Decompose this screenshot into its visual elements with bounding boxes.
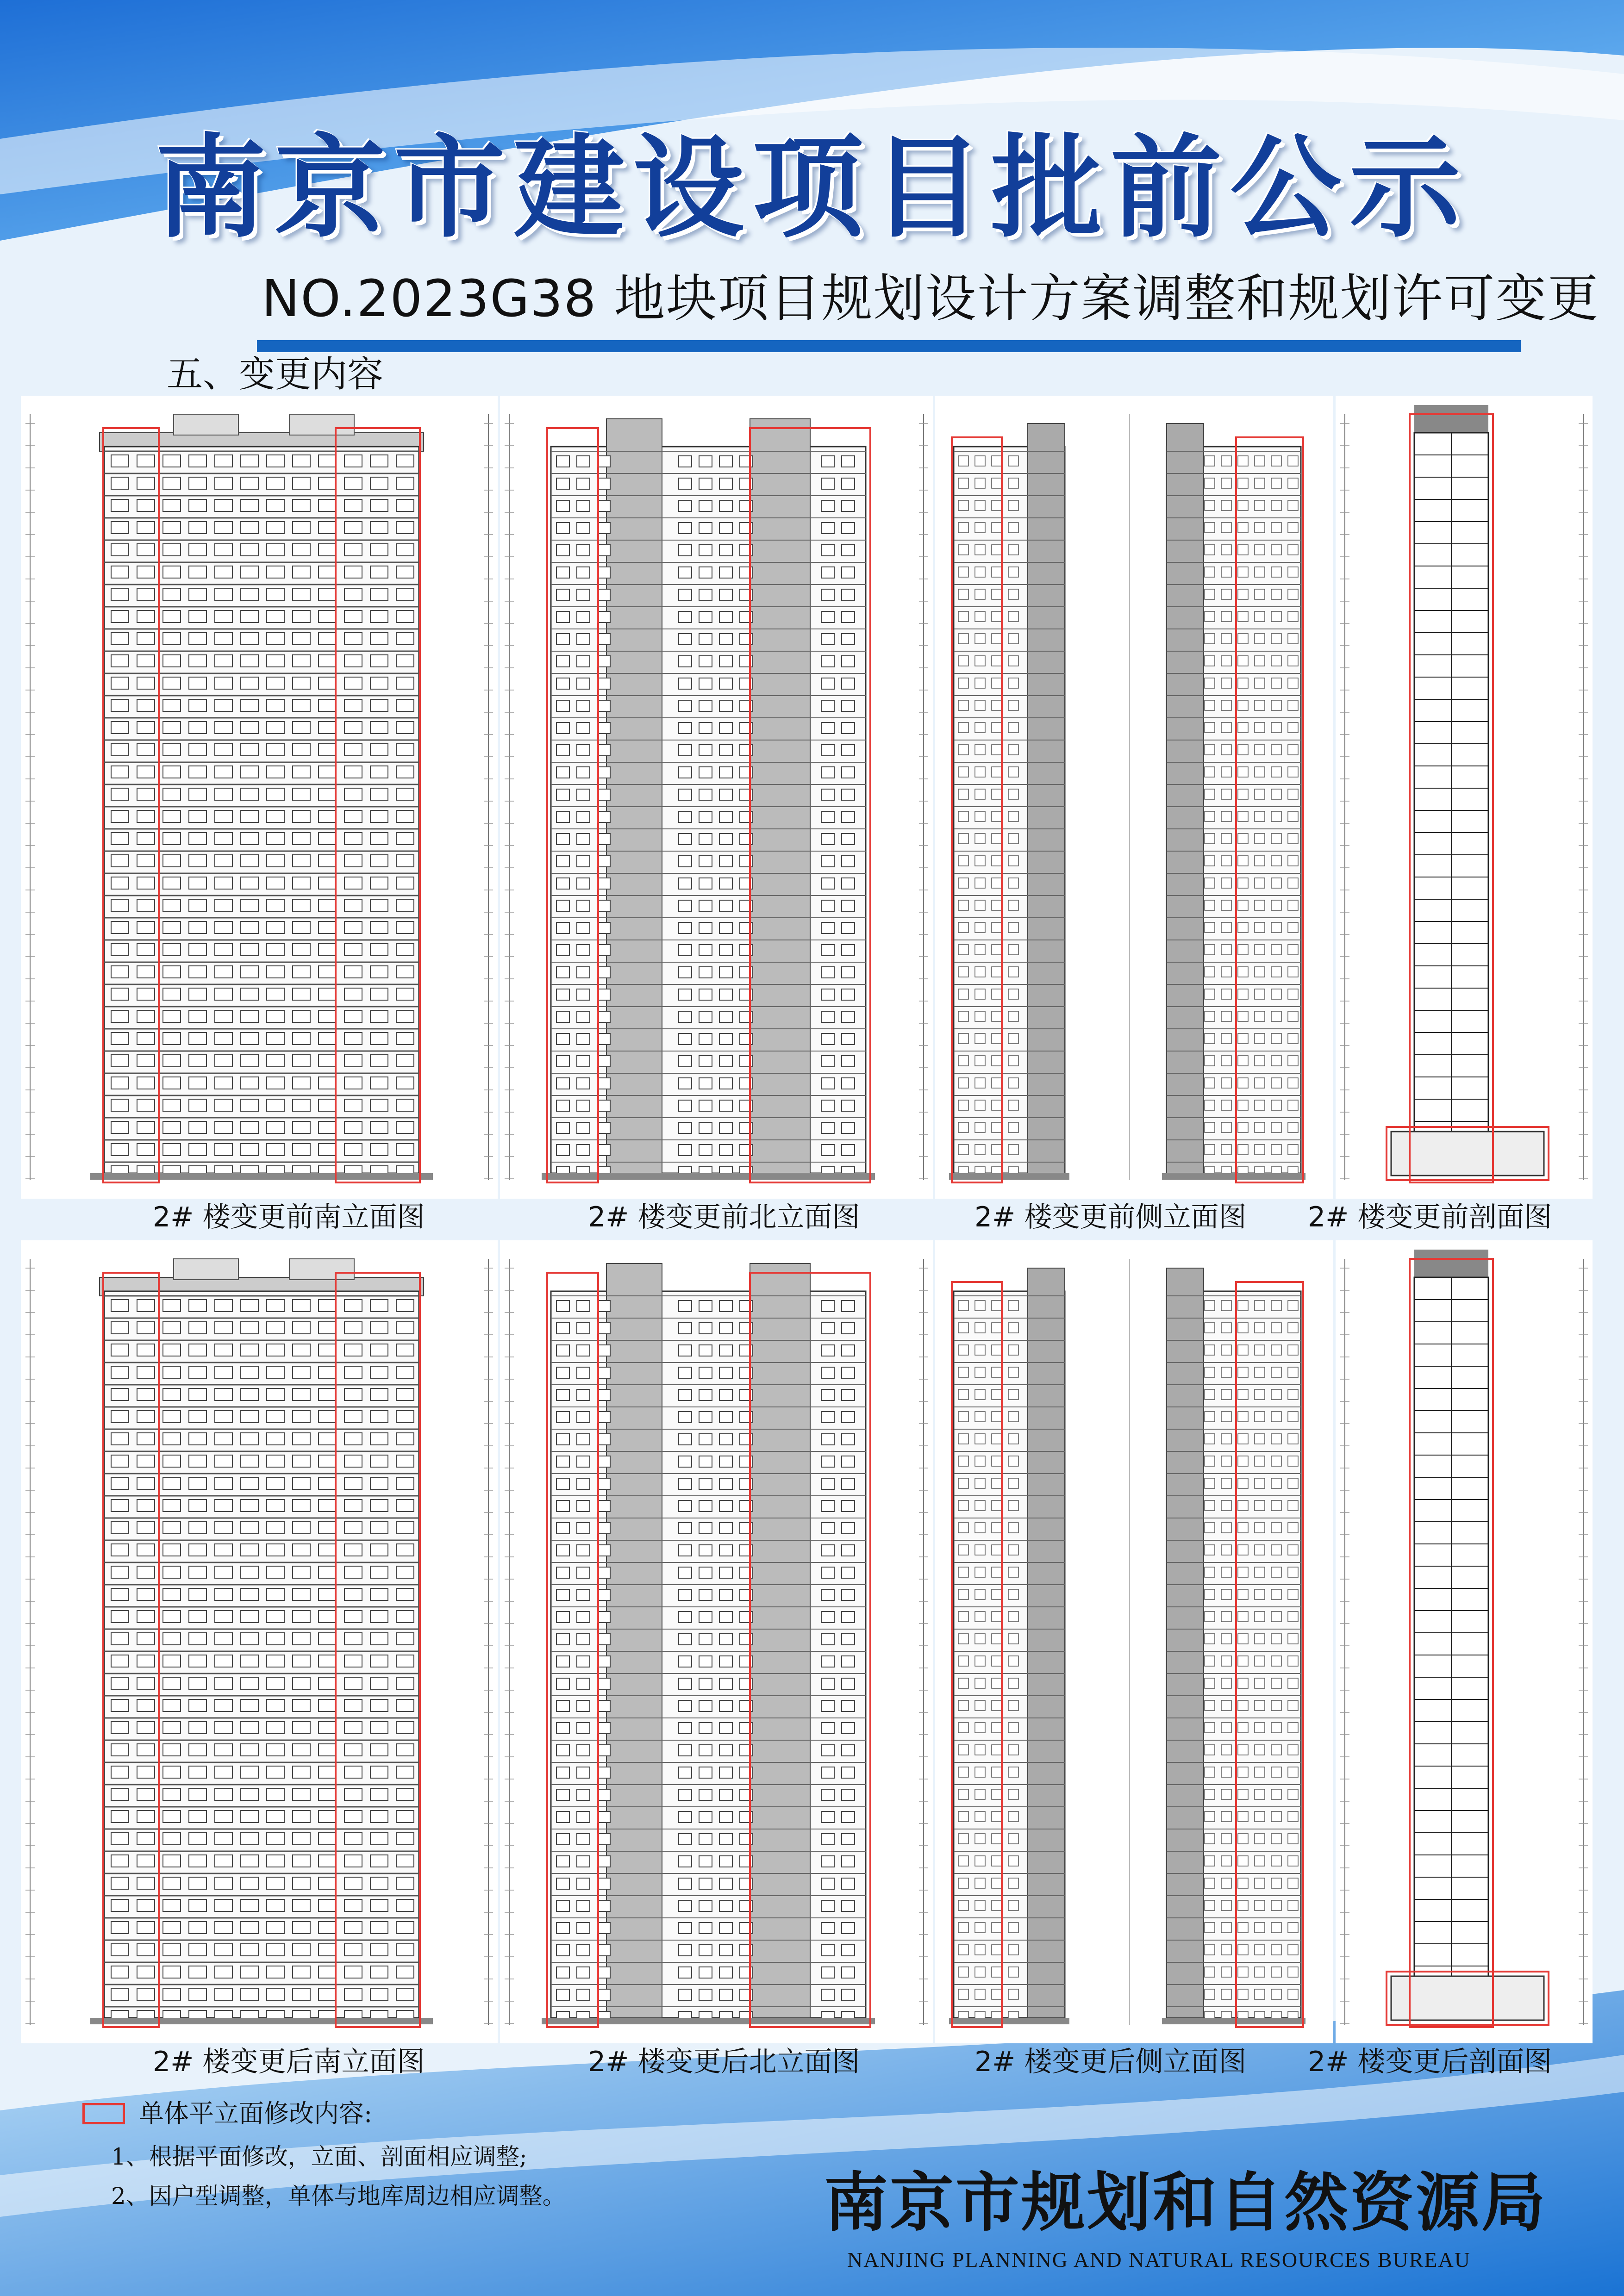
caption-north-before: 2# 楼变更前北立面图: [588, 1201, 860, 1233]
legend-title: 单体平立面修改内容:: [139, 2099, 373, 2128]
drawing-panel-section-after: [1336, 1240, 1593, 2043]
north-elevation-drawing: [500, 396, 933, 1199]
legend-note-1: 1、根据平面修改，立面、剖面相应调整;: [111, 2143, 527, 2170]
drawing-panel-section-before: [1336, 396, 1593, 1199]
caption-side-before: 2# 楼变更前侧立面图: [974, 1201, 1247, 1233]
subtitle-underline: [257, 340, 1521, 352]
drawing-panel-north-after: [500, 1240, 933, 2043]
caption-south-before: 2# 楼变更前南立面图: [153, 1201, 425, 1233]
drawing-panel-north-before: [500, 396, 933, 1199]
caption-north-after: 2# 楼变更后北立面图: [588, 2046, 860, 2078]
drawing-panel-south-before: [21, 396, 498, 1199]
caption-section-after: 2# 楼变更后剖面图: [1308, 2046, 1552, 2078]
caption-south-after: 2# 楼变更后南立面图: [153, 2046, 425, 2078]
side-elevation-drawing: [935, 396, 1333, 1199]
bureau-name-english: NANJING PLANNING AND NATURAL RESOURCES BUREAU: [847, 2248, 1471, 2271]
caption-section-before: 2# 楼变更前剖面图: [1308, 1201, 1552, 1233]
side-elevation-drawing: [935, 1240, 1333, 2043]
page-subtitle: NO.2023G38 地块项目规划设计方案调整和规划许可变更: [262, 269, 1599, 328]
north-elevation-drawing: [500, 1240, 933, 2043]
page-title: 南京市建设项目批前公示: [155, 122, 1469, 253]
legend-red-box: [82, 2103, 125, 2124]
drawing-panel-side-before: [935, 396, 1333, 1199]
drawing-panel-south-after: [21, 1240, 498, 2043]
bureau-name: 南京市规划和自然资源局: [824, 2165, 1548, 2240]
legend-note-2: 2、因户型调整，单体与地库周边相应调整。: [111, 2183, 566, 2209]
section-drawing: [1336, 1240, 1593, 2043]
section-heading: 五、变更内容: [167, 354, 384, 395]
caption-side-after: 2# 楼变更后侧立面图: [974, 2046, 1247, 2078]
south-elevation-drawing: [21, 1240, 498, 2043]
south-elevation-drawing: [21, 396, 498, 1199]
drawing-panel-side-after: [935, 1240, 1333, 2043]
section-drawing: [1336, 396, 1593, 1199]
